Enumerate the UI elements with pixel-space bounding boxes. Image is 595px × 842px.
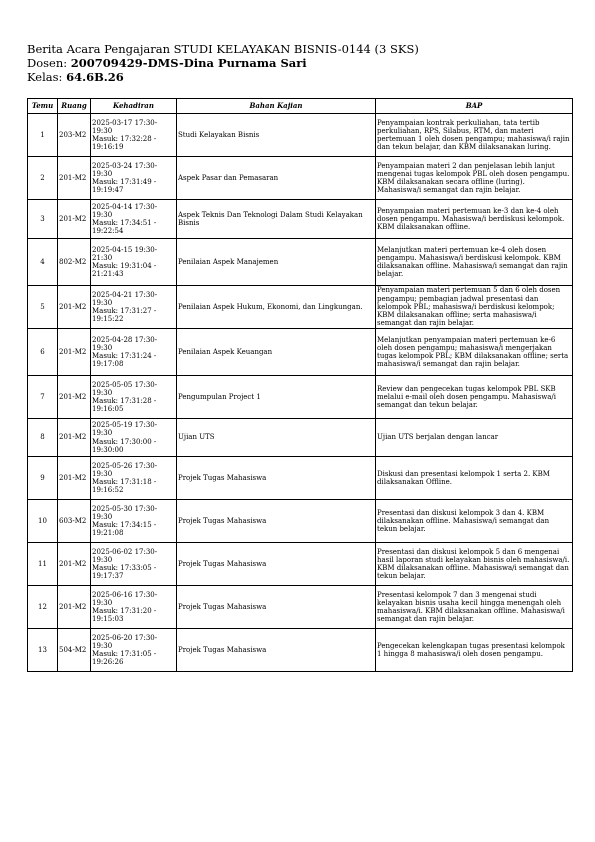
table-row — [28, 376, 573, 419]
cell-kehadiran: 2025-04-21 17:30- 19:30 Masuk: 17:31:27 - 19:15:22 — [91, 286, 177, 329]
kelas-value: 64.6B.26 — [66, 70, 124, 84]
cell-kehadiran: 2025-06-16 17:30- 19:30 Masuk: 17:31:20 - 19:15:03 — [91, 586, 177, 629]
document-header — [27, 42, 572, 84]
cell-kehadiran: 2025-06-02 17:30- 19:30 Masuk: 17:33:05 - 19:17:37 — [91, 543, 177, 586]
cell-ruang: 504-M2 — [58, 629, 91, 672]
cell-bap: Review dan pengecekan tugas kelompok PBL SKB melalui e-mail oleh dosen pengampu. Mahasiswa/i semangat dan tekun belajar. — [376, 376, 573, 419]
cell-temu: 13 — [28, 629, 58, 672]
cell-bahan-kajian: Penilaian Aspek Hukum, Ekonomi, dan Lingkungan. — [177, 286, 376, 329]
cell-ruang: 203-M2 — [58, 114, 91, 157]
cell-temu: 2 — [28, 157, 58, 200]
col-header-temu: Temu — [28, 99, 58, 114]
table-row — [28, 457, 573, 500]
col-header-bahan-kajian: Bahan Kajian — [177, 99, 376, 114]
cell-kehadiran: 2025-05-26 17:30- 19:30 Masuk: 17:31:18 - 19:16:52 — [91, 457, 177, 500]
cell-temu: 12 — [28, 586, 58, 629]
table-body — [28, 114, 573, 672]
dosen-value: 200709429-DMS-Dina Purnama Sari — [70, 56, 307, 70]
table-row — [28, 114, 573, 157]
table-row — [28, 200, 573, 239]
col-header-kehadiran: Kehadiran — [91, 99, 177, 114]
cell-bap: Penyampaian materi 2 dan penjelasan lebih lanjut mengenai tugas kelompok PBL oleh dosen pengampu. KBM dilaksanakan secara offline (luring). Mahasiswa/i semangat dan rajin belajar. — [376, 157, 573, 200]
cell-bap: Penyampaian kontrak perkuliahan, tata tertib perkuliahan, RPS, Silabus, RTM, dan materi pertemuan 1 oleh dosen pengampu; mahasiswa/i rajin dan tekun belajar, dan KBM dilaksanakan luring. — [376, 114, 573, 157]
dosen-label: Dosen: — [27, 56, 68, 70]
cell-bahan-kajian: Ujian UTS — [177, 419, 376, 457]
cell-bap: Penyampaian materi pertemuan ke-3 dan ke-4 oleh dosen pengampu. Mahasiswa/i berdiskusi kelompok. KBM dilaksanakan offline. — [376, 200, 573, 239]
cell-ruang: 201-M2 — [58, 457, 91, 500]
table-row — [28, 543, 573, 586]
cell-ruang: 201-M2 — [58, 200, 91, 239]
cell-kehadiran: 2025-03-24 17:30- 19:30 Masuk: 17:31:49 - 19:19:47 — [91, 157, 177, 200]
cell-temu: 6 — [28, 329, 58, 376]
document-title: Berita Acara Pengajaran STUDI KELAYAKAN BISNIS-0144 (3 SKS) — [27, 42, 419, 56]
table-row — [28, 157, 573, 200]
cell-bahan-kajian: Projek Tugas Mahasiswa — [177, 586, 376, 629]
cell-bahan-kajian: Penilaian Aspek Keuangan — [177, 329, 376, 376]
cell-kehadiran: 2025-04-28 17:30- 19:30 Masuk: 17:31:24 - 19:17:08 — [91, 329, 177, 376]
kelas-line — [27, 70, 572, 84]
table-row — [28, 586, 573, 629]
cell-kehadiran: 2025-04-14 17:30- 19:30 Masuk: 17:34:51 - 19:22:54 — [91, 200, 177, 239]
cell-bap: Ujian UTS berjalan dengan lancar — [376, 419, 573, 457]
cell-bahan-kajian: Pengumpulan Project 1 — [177, 376, 376, 419]
cell-bahan-kajian: Penilaian Aspek Manajemen — [177, 239, 376, 286]
cell-ruang: 603-M2 — [58, 500, 91, 543]
cell-bap: Penyampaian materi pertemuan 5 dan 6 oleh dosen pengampu; pembagian jadwal presentasi dan kelompok PBL; mahasiswa/i berdiskusi kelompok; KBM dilaksanakan offline; serta mahasiswa/i semangat dan rajin belajar. — [376, 286, 573, 329]
cell-ruang: 201-M2 — [58, 329, 91, 376]
cell-temu: 8 — [28, 419, 58, 457]
cell-bahan-kajian: Aspek Pasar dan Pemasaran — [177, 157, 376, 200]
cell-temu: 4 — [28, 239, 58, 286]
cell-ruang: 201-M2 — [58, 586, 91, 629]
table-row — [28, 500, 573, 543]
cell-bap: Melanjutkan penyampaian materi pertemuan ke-6 oleh dosen pengampu; mahasiswa/i mengerjakan tugas kelompok PBL; KBM dilaksanakan offline; serta mahasiswa/i semangat dan rajin belajar. — [376, 329, 573, 376]
table-row — [28, 629, 573, 672]
table-row — [28, 329, 573, 376]
cell-bahan-kajian: Projek Tugas Mahasiswa — [177, 543, 376, 586]
cell-ruang: 201-M2 — [58, 419, 91, 457]
cell-bahan-kajian: Projek Tugas Mahasiswa — [177, 629, 376, 672]
cell-temu: 10 — [28, 500, 58, 543]
cell-bap: Presentasi dan diskusi kelompok 5 dan 6 mengenai hasil laporan studi kelayakan bisnis oleh mahasiswa/i. KBM dilaksanakan offline. Mahasiswa/i semangat dan tekun belajar. — [376, 543, 573, 586]
cell-bap: Diskusi dan presentasi kelompok 1 serta 2. KBM dilaksanakan Offline. — [376, 457, 573, 500]
cell-kehadiran: 2025-05-19 17:30- 19:30 Masuk: 17:30:00 - 19:30:00 — [91, 419, 177, 457]
cell-ruang: 802-M2 — [58, 239, 91, 286]
cell-kehadiran: 2025-03-17 17:30- 19:30 Masuk: 17:32:28 - 19:16:19 — [91, 114, 177, 157]
col-header-bap: BAP — [376, 99, 573, 114]
table-header-row — [28, 99, 573, 114]
cell-bahan-kajian: Projek Tugas Mahasiswa — [177, 500, 376, 543]
cell-temu: 9 — [28, 457, 58, 500]
cell-kehadiran: 2025-06-20 17:30- 19:30 Masuk: 17:31:05 - 19:26:26 — [91, 629, 177, 672]
table-row — [28, 239, 573, 286]
cell-ruang: 201-M2 — [58, 543, 91, 586]
dosen-line — [27, 56, 572, 70]
cell-temu: 3 — [28, 200, 58, 239]
cell-bahan-kajian: Studi Kelayakan Bisnis — [177, 114, 376, 157]
bap-table — [27, 98, 573, 672]
cell-bahan-kajian: Projek Tugas Mahasiswa — [177, 457, 376, 500]
cell-bap: Pengecekan kelengkapan tugas presentasi kelompok 1 hingga 8 mahasiswa/i oleh dosen pengampu. — [376, 629, 573, 672]
cell-ruang: 201-M2 — [58, 286, 91, 329]
cell-bap: Presentasi kelompok 7 dan 3 mengenai studi kelayakan bisnis usaha kecil hingga menengah oleh mahasiswa/i. KBM dilaksanakan offline. Mahasiswa/i semangat dan rajin belajar. — [376, 586, 573, 629]
cell-bahan-kajian: Aspek Teknis Dan Teknologi Dalam Studi Kelayakan Bisnis — [177, 200, 376, 239]
cell-bap: Presentasi dan diskusi kelompok 3 dan 4. KBM dilaksanakan offline. Mahasiswa/i semangat dan tekun belajar. — [376, 500, 573, 543]
col-header-ruang: Ruang — [58, 99, 91, 114]
cell-temu: 5 — [28, 286, 58, 329]
cell-kehadiran: 2025-05-05 17:30- 19:30 Masuk: 17:31:28 - 19:16:05 — [91, 376, 177, 419]
table-row — [28, 419, 573, 457]
cell-ruang: 201-M2 — [58, 157, 91, 200]
cell-temu: 11 — [28, 543, 58, 586]
table-row — [28, 286, 573, 329]
cell-bap: Melanjutkan materi pertemuan ke-4 oleh dosen pengampu. Mahasiswa/i berdiskusi kelompok. KBM dilaksanakan offline. Mahasiswa/i semangat dan rajin belajar. — [376, 239, 573, 286]
cell-kehadiran: 2025-05-30 17:30- 19:30 Masuk: 17:34:15 - 19:21:08 — [91, 500, 177, 543]
kelas-label: Kelas: — [27, 70, 63, 84]
cell-ruang: 201-M2 — [58, 376, 91, 419]
cell-temu: 7 — [28, 376, 58, 419]
cell-kehadiran: 2025-04-15 19:30- 21:30 Masuk: 19:31:04 - 21:21:43 — [91, 239, 177, 286]
cell-temu: 1 — [28, 114, 58, 157]
